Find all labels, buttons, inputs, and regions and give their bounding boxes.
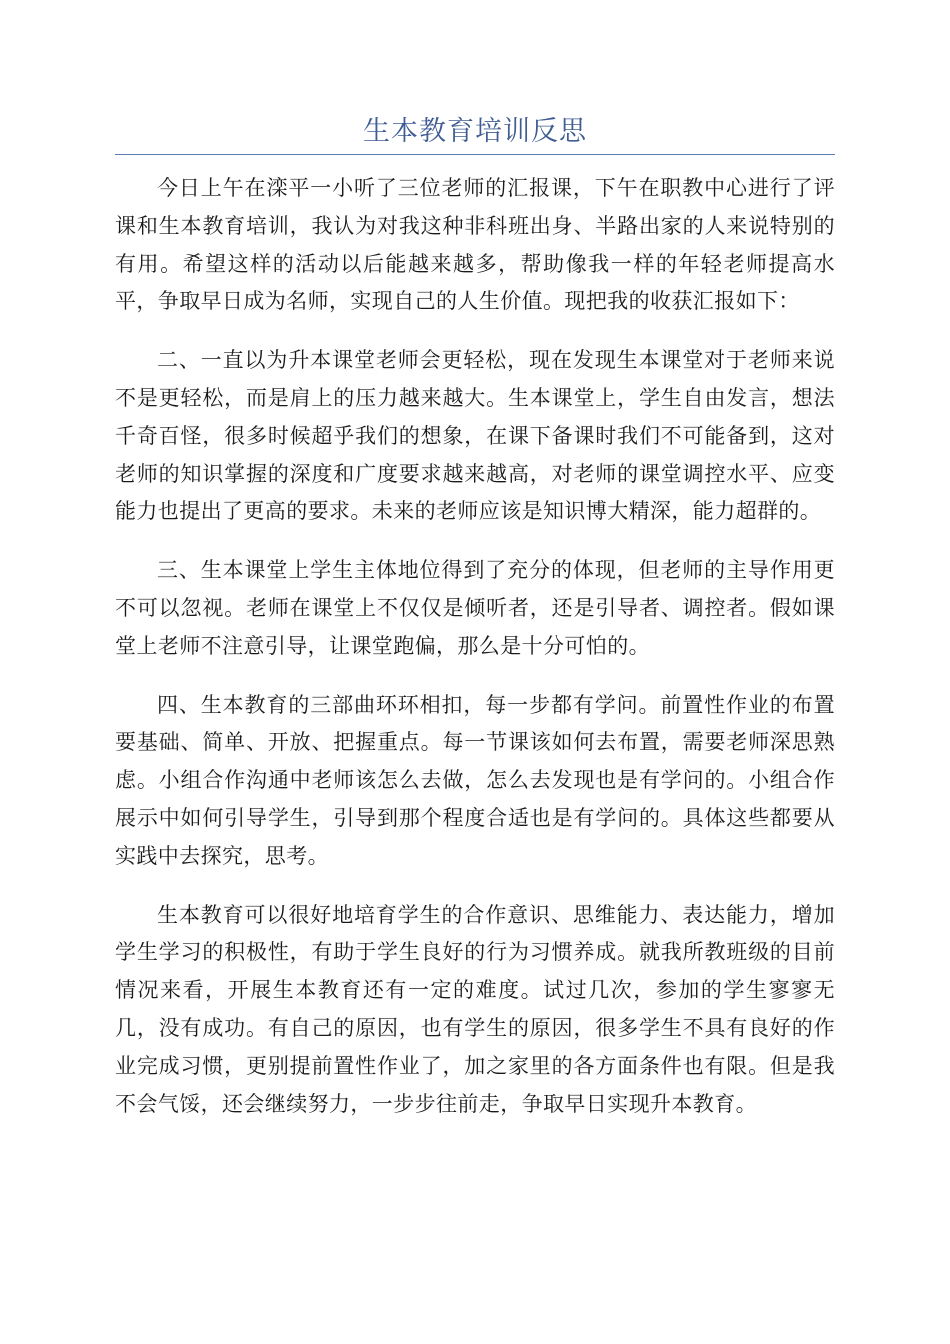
paragraph-point-four: 四、生本教育的三部曲环环相扣，每一步都有学问。前置性作业的布置要基础、简单、开放、把握重点。每一节课该如何去布置，需要老师深思熟虑。小组合作沟通中老师该怎么去做，怎么去发现也是有学问的。小组合作展示中如何引导学生，引导到那个程度合适也是有学问的。具体这些都要从实践中去探究，思考。 — [115, 692, 835, 868]
document-body — [115, 170, 835, 1144]
title-underline-rule — [115, 154, 835, 155]
document-title: 生本教育培训反思 — [363, 116, 587, 147]
paragraph-intro: 今日上午在滦平一小听了三位老师的汇报课，下午在职教中心进行了评课和生本教育培训，我认为对我这种非科班出身、半路出家的人来说特别的有用。希望这样的活动以后能越来越多，帮助像我一样的年轻老师提高水平，争取早日成为名师，实现自己的人生价值。现把我的收获汇报如下： — [115, 176, 835, 314]
paragraph-point-two: 二、一直以为升本课堂老师会更轻松，现在发现生本课堂对于老师来说不是更轻松，而是肩上的压力越来越大。生本课堂上，学生自由发言，想法千奇百怪，很多时候超乎我们的想象，在课下备课时我们不可能备到，这对老师的知识掌握的深度和广度要求越来越高，对老师的课堂调控水平、应变能力也提出了更高的要求。未来的老师应该是知识博大精深，能力超群的。 — [115, 348, 835, 524]
paragraph-point-three: 三、生本课堂上学生主体地位得到了充分的体现，但老师的主导作用更不可以忽视。老师在课堂上不仅仅是倾听者，还是引导者、调控者。假如课堂上老师不注意引导，让课堂跑偏，那么是十分可怕的。 — [115, 558, 835, 658]
paragraph-conclusion: 生本教育可以很好地培育学生的合作意识、思维能力、表达能力，增加学生学习的积极性，有助于学生良好的行为习惯养成。就我所教班级的目前情况来看，开展生本教育还有一定的难度。试过几次，参加的学生寥寥无几，没有成功。有自己的原因，也有学生的原因，很多学生不具有良好的作业完成习惯，更别提前置性作业了，加之家里的各方面条件也有限。但是我不会气馁，还会继续努力，一步步往前走，争取早日实现升本教育。 — [115, 902, 835, 1116]
